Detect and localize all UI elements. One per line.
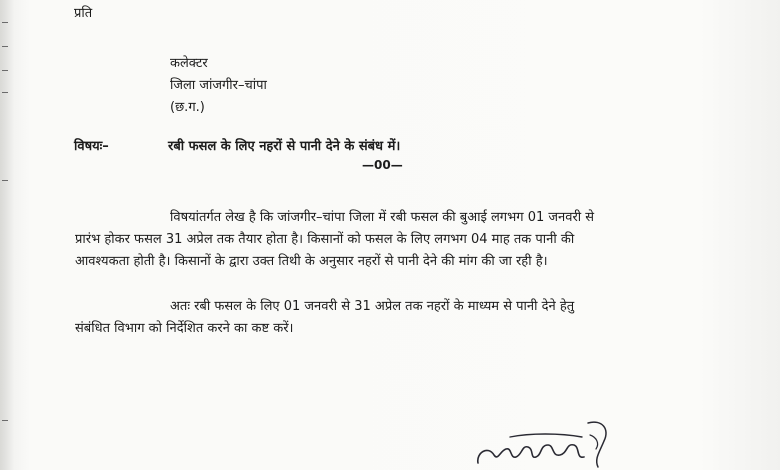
edge-mark: [2, 180, 8, 181]
edge-mark: [2, 22, 8, 23]
paragraph2-line2: संबंधित विभाग को निर्देशित करने का कष्ट करें।: [75, 321, 294, 336]
edge-mark: [2, 420, 8, 421]
recipient-state: (छ.ग.): [170, 100, 205, 115]
paragraph1-line2: प्रारंभ होकर फसल 31 अप्रेल तक तैयार होता है। किसानों को फसल के लिए लगभग 04 माह तक पानी की: [75, 232, 575, 247]
paragraph1-line3: आवश्यकता होती है। किसानों के द्वारा उक्त तिथी के अनुसार नहरों से पानी देने की मांग की जा रही है।: [75, 254, 548, 269]
edge-mark: [2, 70, 8, 71]
edge-mark: [2, 46, 8, 47]
recipient-district: जिला जांजगीर–चांपा: [170, 78, 267, 93]
edge-mark: [2, 92, 8, 93]
signature: [470, 415, 620, 470]
paragraph2-line1: अतः रबी फसल के लिए 01 जनवरी से 31 अप्रेल तक नहरों के माध्यम से पानी देने हेतु: [170, 299, 575, 314]
salutation-to: प्रति: [74, 6, 93, 21]
paragraph1-line1: विषयांतर्गत लेख है कि जांजगीर–चांपा जिला में रबी फसल की बुआई लगभग 01 जनवरी से: [170, 210, 595, 225]
subject-text: रबी फसल के लिए नहरों से पानी देने के संबंध में।: [168, 139, 401, 154]
subject-divider: —00—: [362, 158, 403, 172]
recipient-title: कलेक्टर: [170, 56, 208, 71]
subject-label: विषयः–: [74, 139, 109, 154]
